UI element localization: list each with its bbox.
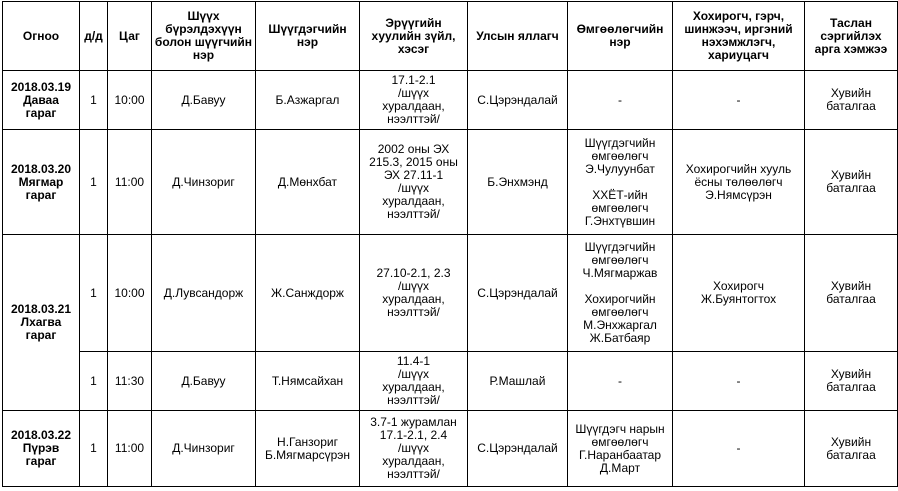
no-cell: 1	[80, 411, 108, 487]
court-schedule-table	[2, 1, 898, 487]
no-cell: 1	[80, 235, 108, 352]
article-cell: 27.10-2.1, 2.3 /шүүх хуралдаан, нээлттэй/	[360, 235, 468, 352]
measure-cell: Хувийн баталгаа	[805, 71, 898, 130]
measure-cell: Хувийн баталгаа	[805, 411, 898, 487]
prosecutor-cell: С.Цэрэндалай	[468, 235, 568, 352]
time-cell: 11:00	[108, 130, 152, 235]
defendant-cell: Ж.Санждорж	[256, 235, 360, 352]
header-prosecutor: Улсын яллагч	[468, 2, 568, 71]
judge-cell: Д.Чинзориг	[152, 411, 256, 487]
time-cell: 11:30	[108, 352, 152, 411]
table-row	[3, 71, 898, 130]
defendant-cell: Т.Нямсайхан	[256, 352, 360, 411]
victim-cell: Хохирогч Ж.Буянтогтох	[673, 235, 805, 352]
header-measure: Таслан сэргийлэх арга хэмжээ	[805, 2, 898, 71]
article-cell: 17.1-2.1 /шүүх хуралдаан, нээлттэй/	[360, 71, 468, 130]
victim-cell: Хохирогчийн хууль ёсны төлөөлөгч Э.Нямсүрэн	[673, 130, 805, 235]
article-cell: 11.4-1 /шүүх хуралдаан, нээлттэй/	[360, 352, 468, 411]
table-row	[3, 411, 898, 487]
time-cell: 11:00	[108, 411, 152, 487]
judge-cell: Д.Бавуу	[152, 352, 256, 411]
victim-cell: -	[673, 411, 805, 487]
victim-cell: -	[673, 352, 805, 411]
table-row	[3, 130, 898, 235]
header-article: Эрүүгийн хуулийн зүйл, хэсэг	[360, 2, 468, 71]
measure-cell: Хувийн баталгаа	[805, 130, 898, 235]
table-row	[3, 352, 898, 411]
victim-cell: -	[673, 71, 805, 130]
time-cell: 10:00	[108, 71, 152, 130]
prosecutor-cell: Р.Машлай	[468, 352, 568, 411]
header-time: Цаг	[108, 2, 152, 71]
no-cell: 1	[80, 130, 108, 235]
defense-cell: -	[568, 352, 673, 411]
date-cell: 2018.03.20 Мягмар гараг	[3, 130, 80, 235]
defense-cell: -	[568, 71, 673, 130]
prosecutor-cell: С.Цэрэндалай	[468, 71, 568, 130]
no-cell: 1	[80, 71, 108, 130]
defense-cell: Шүүгдэгч нарын өмгөөлөгч Г.Наранбаатар Д.Март	[568, 411, 673, 487]
defendant-cell: Н.Ганзориг Б.Мягмарсүрэн	[256, 411, 360, 487]
table-row	[3, 235, 898, 352]
measure-cell: Хувийн баталгаа	[805, 235, 898, 352]
defendant-cell: Д.Мөнхбат	[256, 130, 360, 235]
date-cell: 2018.03.19 Даваа гараг	[3, 71, 80, 130]
judge-cell: Д.Лувсандорж	[152, 235, 256, 352]
header-victim: Хохирогч, гэрч, шинжээч, иргэний нэхэмжлэгч, хариуцагч	[673, 2, 805, 71]
no-cell: 1	[80, 352, 108, 411]
article-cell: 2002 оны ЭХ 215.3, 2015 оны ЭХ 27.11-1 /шүүх хуралдаан, нээлттэй/	[360, 130, 468, 235]
header-judge: Шүүх бүрэлдэхүүн болон шүүгчийн нэр	[152, 2, 256, 71]
time-cell: 10:00	[108, 235, 152, 352]
date-cell: 2018.03.22 Пүрэв гараг	[3, 411, 80, 487]
header-defense: Өмгөөлөгчийн нэр	[568, 2, 673, 71]
header-date: Огноо	[3, 2, 80, 71]
judge-cell: Д.Бавуу	[152, 71, 256, 130]
date-cell: 2018.03.21 Лхагва гараг	[3, 235, 80, 411]
header-row	[3, 2, 898, 71]
header-no: д/д	[80, 2, 108, 71]
article-cell: 3.7-1 журамлан 17.1-2.1, 2.4 /шүүх хуралдаан, нээлттэй/	[360, 411, 468, 487]
prosecutor-cell: Б.Энхмэнд	[468, 130, 568, 235]
measure-cell: Хувийн баталгаа	[805, 352, 898, 411]
defense-cell: Шүүгдэгчийн өмгөөлөгч Э.Чулуунбат ХХЁТ-ийн өмгөөлөгч Г.Энхтүвшин	[568, 130, 673, 235]
defense-cell: Шүүгдэгчийн өмгөөлөгч Ч.Мягмаржав Хохирогчийн өмгөөлөгч М.Энхжаргал Ж.Батбаяр	[568, 235, 673, 352]
header-defendant: Шүүгдэгчийн нэр	[256, 2, 360, 71]
prosecutor-cell: С.Цэрэндалай	[468, 411, 568, 487]
defendant-cell: Б.Азжаргал	[256, 71, 360, 130]
judge-cell: Д.Чинзориг	[152, 130, 256, 235]
